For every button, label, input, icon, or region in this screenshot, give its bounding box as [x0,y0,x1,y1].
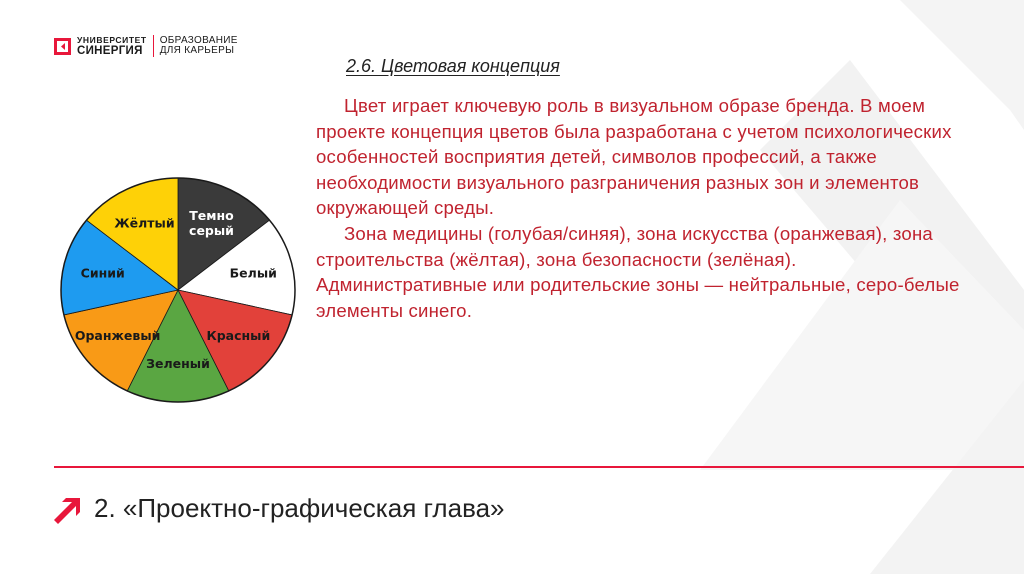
logo-education-text: ОБРАЗОВАНИЕ [159,35,238,46]
body-text [316,93,966,323]
logo-university-text: УНИВЕРСИТЕТ [77,34,147,45]
logo-career-text: ДЛЯ КАРЬЕРЫ [159,45,235,56]
pie-label-6: Жёлтый [114,215,175,231]
footer-title: 2. «Проектно-графическая глава» [94,493,505,523]
pie-label-5: Синий [80,265,125,281]
pie-label-1: Белый [229,265,277,281]
section-title: 2.6. Цветовая концепция [346,56,560,76]
color-pie-chart [58,176,298,406]
paragraph-2: Зона медицины (голубая/синяя), зона искусства (оранжевая), зона строительства (жёлтая), зона безопасности (зелёная). Административные или родительские зоны — нейтральные, серо-белые элементы синего. [316,222,965,321]
footer-divider [54,466,1024,468]
pie-label-2: Красный [206,328,271,344]
pie-label-0: Темно серый [189,207,234,238]
pie-label-4: Оранжевый [74,328,161,344]
arrow-up-right-icon [54,494,84,524]
university-logo [54,32,238,60]
pie-label-3: Зеленый [146,355,210,371]
logo-synergy-text: СИНЕРГИЯ [77,44,143,57]
synergy-logo-icon [54,38,71,55]
logo-separator [153,35,154,57]
paragraph-1: Цвет играет ключевую роль в визуальном образе бренда. В моем проекте концепция цветов была разработана с учетом психологических особенностей восприятия детей, символов профессий, а также необходимости визуального разграничения разных зон и элементов окружающей среды. [316,95,952,219]
